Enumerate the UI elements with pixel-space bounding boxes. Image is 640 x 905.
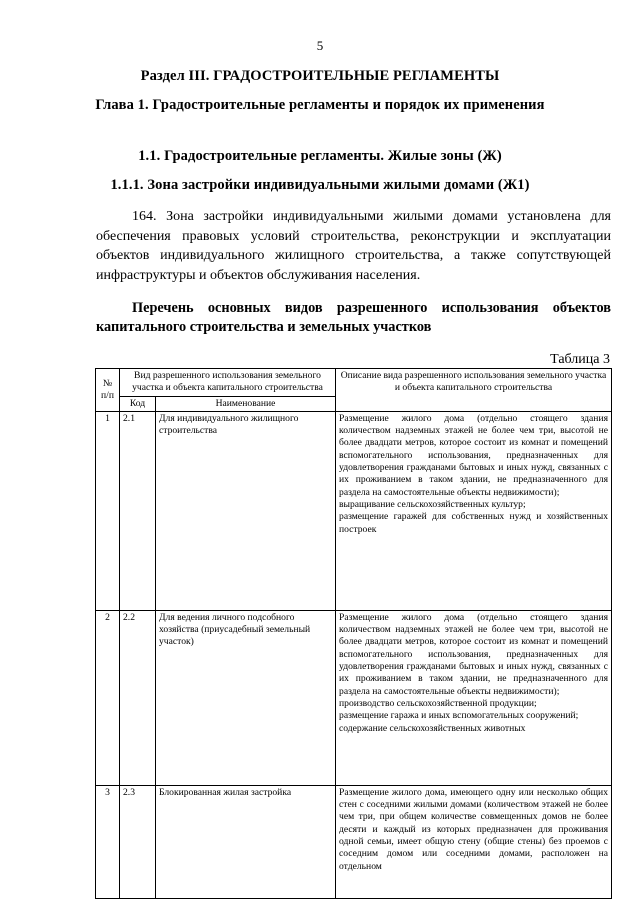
table-row: [96, 610, 612, 785]
list-title-text: Перечень основных видов разрешенного использования объектов капитального строительства и земельных участков: [96, 300, 611, 335]
zone-title: 1.1.1. Зона застройки индивидуальными жилыми домами (Ж1): [110, 177, 530, 193]
regulations-table: [95, 368, 612, 899]
header-name: Наименование: [156, 396, 336, 411]
table-row: [96, 785, 612, 898]
section-title: Раздел III. ГРАДОСТРОИТЕЛЬНЫЕ РЕГЛАМЕНТЫ: [140, 68, 500, 84]
row-num: 2: [96, 610, 120, 785]
header-code: Код: [120, 396, 156, 411]
chapter-title: Глава 1. Градостроительные регламенты и порядок их применения: [95, 97, 545, 113]
subsection-title: 1.1. Градостроительные регламенты. Жилые зоны (Ж): [138, 148, 502, 164]
row-name: Блокированная жилая застройка: [156, 785, 336, 898]
row-code: 2.1: [120, 411, 156, 610]
row-code: 2.2: [120, 610, 156, 785]
row-code: 2.3: [120, 785, 156, 898]
description-line: Размещение жилого дома, имеющего одну или несколько общих стен с соседними жилыми домами (количеством этажей не более чем три, при общем количестве совмещенных домов не более десяти и каждый из которых предназначен для проживания одной семьи, имеет общую стену (общие стены) без проемов с соседним домом или соседними домами, расположен на отдельном: [339, 786, 608, 872]
description-line: выращивание сельскохозяйственных культур;: [339, 498, 526, 510]
header-description: Описание вида разрешенного использования земельного участка и объекта капитального строительства: [336, 369, 612, 412]
page-number: 5: [316, 38, 324, 53]
row-num: 3: [96, 785, 120, 898]
row-num: 1: [96, 411, 120, 610]
description-line: Размещение жилого дома (отдельно стоящего здания количеством надземных этажей не более чем три, высотой не более двадцати метров, которое состоит из комнат и помещений вспомогательного использования, предназначенных для удовлетворения гражданами бытовых и иных нужд, связанных с их проживанием в таком здании, не предназначенного для раздела на самостоятельные объекты недвижимости);: [339, 412, 608, 498]
description-line: производство сельскохозяйственной продукции;: [339, 697, 537, 709]
row-description: [336, 411, 612, 610]
row-description: [336, 610, 612, 785]
description-line: размещение гаража и иных вспомогательных сооружений;: [339, 710, 579, 722]
table-caption: Таблица 3: [550, 352, 610, 367]
row-name: Для индивидуального жилищного строительства: [156, 411, 336, 610]
description-line: Размещение жилого дома (отдельно стоящего здания количеством надземных этажей не более чем три, высотой не более двадцати метров, которое состоит из комнат и помещений вспомогательного использования, предназначенных для удовлетворения гражданами бытовых и иных нужд, связанных с их проживанием в таком здании, не предназначенного для раздела на самостоятельные объекты недвижимости);: [339, 611, 608, 697]
body-paragraph: [96, 207, 611, 285]
header-use-type: Вид разрешенного использования земельного участка и объекта капитального строительства: [120, 369, 336, 397]
description-line: содержание сельскохозяйственных животных: [339, 722, 526, 734]
table-row: [96, 411, 612, 610]
list-title: [96, 299, 611, 337]
row-name: Для ведения личного подсобного хозяйства (приусадебный земельный участок): [156, 610, 336, 785]
row-description: [336, 785, 612, 898]
body-paragraph-text: 164. Зона застройки индивидуальными жилыми домами установлена для обеспечения правовых условий строительства, реконструкции и эксплуатации объектов индивидуального жилищного строительства, а также сопутствующей инфраструктуры и объектов обслуживания населения.: [96, 209, 611, 283]
header-num: № п/п: [96, 369, 120, 412]
description-line: размещение гаражей для собственных нужд и хозяйственных построек: [339, 511, 608, 535]
